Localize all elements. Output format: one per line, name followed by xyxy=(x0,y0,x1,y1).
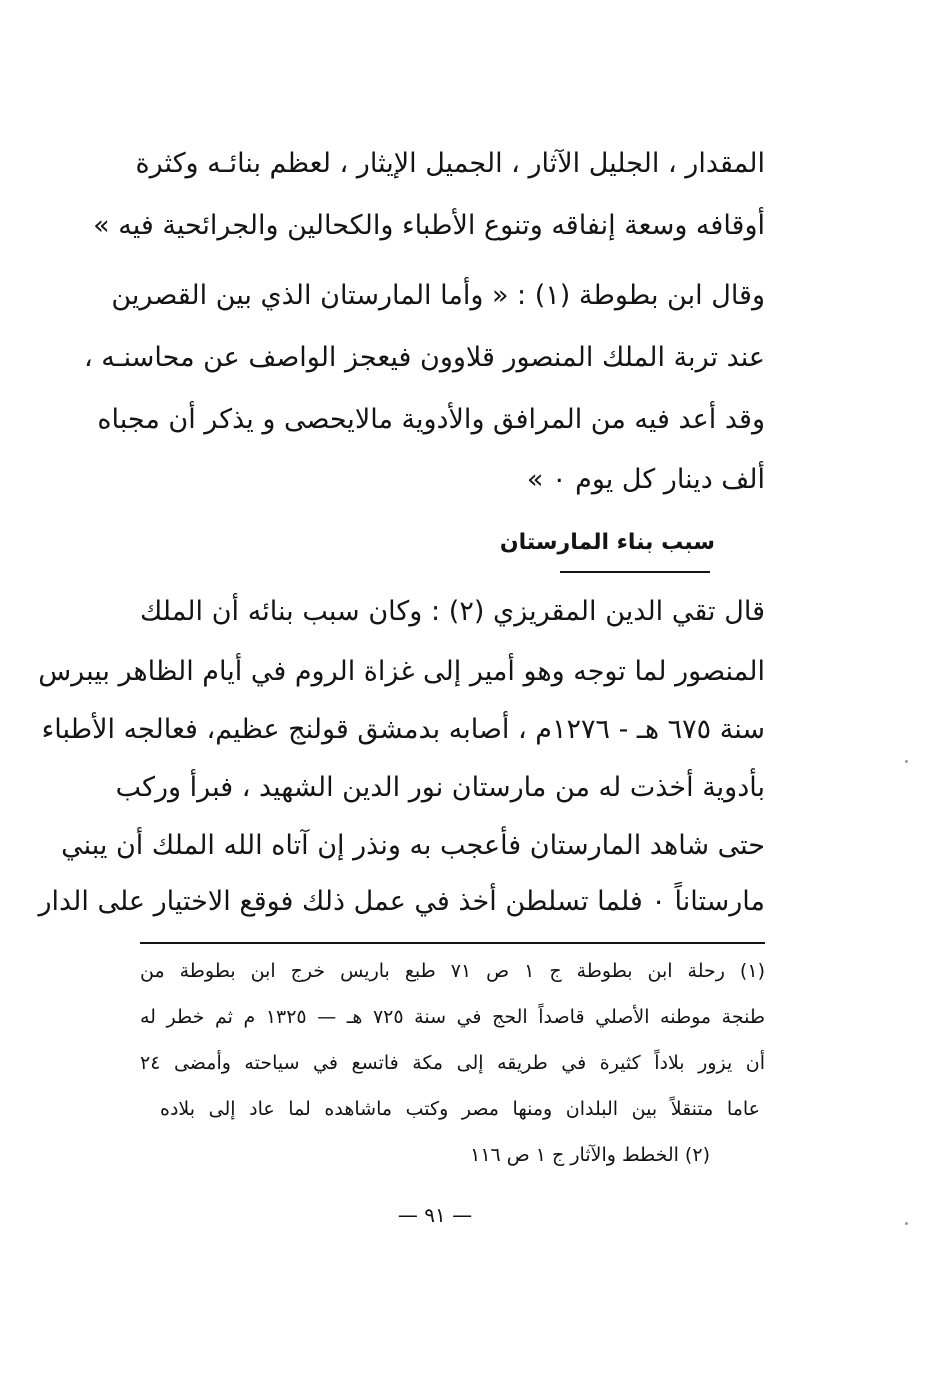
scan-speck xyxy=(905,760,908,763)
section-heading: سبب بناء المارستان xyxy=(499,530,715,555)
footnote-line: (٢) الخطط والآثار ج ١ ص ١١٦ xyxy=(470,1144,710,1166)
footnote-separator xyxy=(140,942,765,944)
page-number: — ٩١ — xyxy=(397,1203,473,1227)
heading-underline xyxy=(560,571,710,573)
paragraph-ibn-battuta xyxy=(83,280,765,512)
paragraph-quote-end xyxy=(93,148,765,250)
text-line: قال تقي الدين المقريزي (٢) : وكان سبب بنائه أن الملك xyxy=(140,596,765,627)
text-line: المنصور لما توجه وهو أمير إلى غزاة الروم في أيام الظاهر بيبرس xyxy=(38,656,765,687)
text-line: سنة ٦٧٥ هـ - ١٢٧٦م ، أصابه بدمشق قولنج عظيم، فعالجه الأطباء xyxy=(41,714,765,745)
text-line: عند تربة الملك المنصور قلاوون فيعجز الواصف عن محاسنـه ، xyxy=(83,342,765,373)
scan-speck xyxy=(905,1222,908,1225)
footnote-line: أن يزور بلاداً كثيرة في طريقه إلى مكة فاتسع في سياحته وأمضى ٢٤ xyxy=(140,1052,765,1074)
text-line: أوقافه وسعة إنفاقه وتنوع الأطباء والكحالين والجرائحية فيه » xyxy=(93,210,765,241)
text-line: ألف دينار كل يوم ٠ » xyxy=(526,464,765,495)
paragraph-maqrizi xyxy=(38,596,765,928)
text-line: وقد أعد فيه من المرافق والأدوية مالايحصى و يذكر أن مجباه xyxy=(97,404,765,435)
footnote-line: عاما متنقلاً بين البلدان ومنها مصر وكتب ماشاهده لما عاد إلى بلاده xyxy=(160,1098,760,1120)
text-line: بأدوية أخذت له من مارستان نور الدين الشهيد ، فبرأ وركب xyxy=(115,772,765,803)
text-line: حتى شاهد المارستان فأعجب به ونذر إن آتاه الله الملك أن يبني xyxy=(61,830,765,861)
footnote-line: (١) رحلة ابن بطوطة ج ١ ص ٧١ طبع باريس خرج ابن بطوطة من xyxy=(140,960,765,982)
text-line: المقدار ، الجليل الآثار ، الجميل الإيثار ، لعظم بنائـه وكثرة xyxy=(135,148,765,179)
footnote-line: طنجة موطنه الأصلي قاصداً الحج في سنة ٧٢٥ هـ — ١٣٢٥ م ثم خطر له xyxy=(140,1006,765,1028)
text-line: وقال ابن بطوطة (١) : « وأما المارستان الذي بين القصرين xyxy=(111,280,765,311)
text-line: مارستاناً ٠ فلما تسلطن أخذ في عمل ذلك فوقع الاختيار على الدار xyxy=(38,886,765,917)
